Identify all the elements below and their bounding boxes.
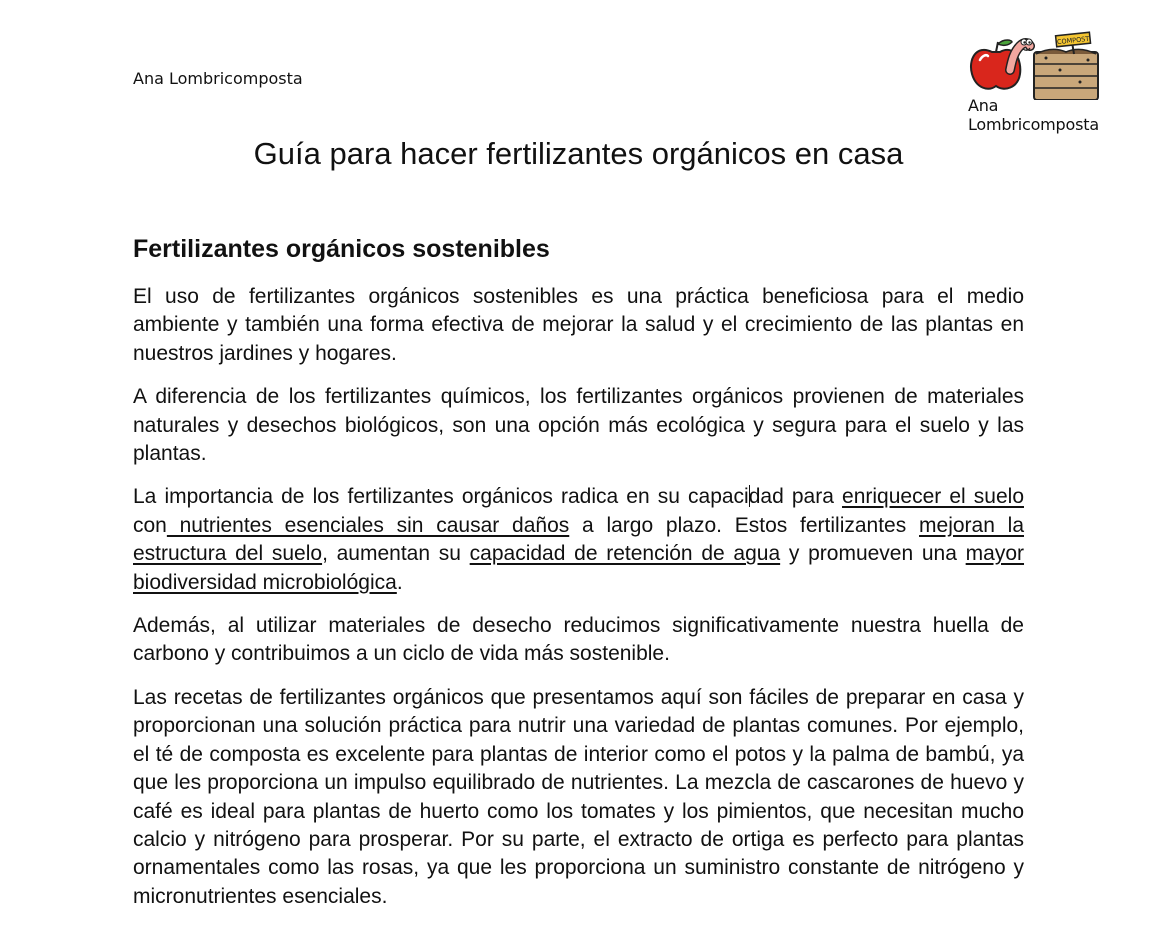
header-author: Ana Lombricomposta bbox=[133, 69, 303, 88]
paragraph-4: Además, al utilizar materiales de desecho reducimos significativamente nuestra huella de carbono y contribuimos a un ciclo de vida más sostenible. bbox=[133, 614, 1024, 666]
underlined-phrase-4: capacidad de retención de agua bbox=[469, 542, 781, 566]
worm-apple-compost-crate-icon bbox=[962, 30, 1112, 100]
document-body bbox=[133, 283, 1024, 926]
underlined-phrase-3: mejoran la estructura del suelo bbox=[133, 513, 1024, 566]
p3-text-2: dad para bbox=[748, 485, 843, 509]
underlined-phrase-5: mayor biodiversidad microbiológica bbox=[133, 542, 1025, 594]
p3-text-4: a largo plazo. Estos fertilizantes bbox=[569, 513, 920, 537]
section-heading: Fertilizantes orgánicos sostenibles bbox=[133, 235, 550, 263]
underlined-phrase-1: enriquecer el suelo bbox=[842, 485, 1024, 509]
paragraph-2: A diferencia de los fertilizantes químicos, los fertilizantes orgánicos provienen de materiales naturales y desechos biológicos, son una opción más ecológica y segura para el suelo y las plantas. bbox=[133, 385, 1024, 466]
p3-text-5: , aumentan su bbox=[322, 542, 470, 566]
p3-text-3: con bbox=[133, 513, 167, 537]
p3-text-7: . bbox=[396, 570, 403, 594]
logo-line-1: Ana bbox=[968, 96, 999, 115]
brand-logo bbox=[962, 30, 1112, 136]
paragraph-5: Las recetas de fertilizantes orgánicos que presentamos aquí son fáciles de preparar en casa y proporcionan una solución práctica para nutrir una variedad de plantas comunes. Por ejemplo, el té de composta es excelente para plantas de interior como el potos y la palma de bambú, ya que les proporciona un impulso equilibrado de nutrientes. La mezcla de cascarones de huevo y café es ideal para plantas de huerto como los tomates y los pimientos, que necesitan mucho calcio y nitrógeno para prosperar. Por su parte, el extracto de ortiga es perfecto para plantas ornamentales como las rosas, ya que les proporciona un suministro constante de nitrógeno y micronutrientes esenciales. bbox=[133, 685, 1024, 908]
logo-line-2: Lombricomposta bbox=[968, 115, 1099, 134]
underlined-phrase-2: nutrientes esenciales sin causar daños bbox=[166, 513, 570, 537]
p3-text-1: La importancia de los fertilizantes orgánicos radica en su capaci bbox=[133, 485, 749, 509]
paragraph-3 bbox=[133, 483, 1024, 597]
svg-text:COMPOST: COMPOST bbox=[1056, 34, 1090, 47]
p3-text-6: y promueven una bbox=[780, 542, 966, 566]
logo-wordmark bbox=[968, 96, 1099, 134]
document-title: Guía para hacer fertilizantes orgánicos en casa bbox=[253, 136, 904, 171]
paragraph-1: El uso de fertilizantes orgánicos sostenibles es una práctica beneficiosa para el medio ambiente y también una forma efectiva de mejorar la salud y el crecimiento de las plantas en nuestros jardines y hogares. bbox=[133, 285, 1024, 365]
compost-crate-icon bbox=[1034, 49, 1098, 100]
